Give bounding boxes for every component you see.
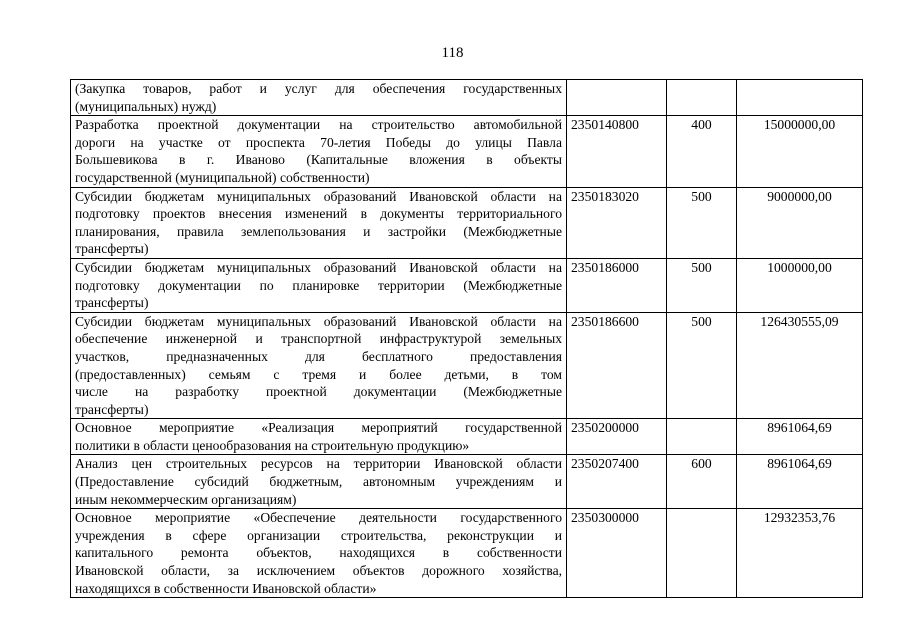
amount-cell: 8961064,69 xyxy=(737,455,863,509)
page-number: 118 xyxy=(441,45,464,61)
expense-type-cell: 400 xyxy=(667,116,737,187)
expense-name-line: капитального ремонта объектов, находящихся в собственности xyxy=(75,545,562,561)
expense-name-line: трансферты) xyxy=(75,295,149,311)
expense-name-line: Субсидии бюджетам муниципальных образований Ивановской области на xyxy=(75,313,562,329)
target-code-cell: 2350140800 xyxy=(567,116,667,187)
amount-cell: 1000000,00 xyxy=(737,258,863,312)
target-code-cell: 2350186600 xyxy=(567,312,667,419)
expense-name-line: числе на разработку проектной документации (Межбюджетные xyxy=(75,384,562,400)
expense-name-line: Большевикова в г. Иваново (Капитальные вложения в объекты xyxy=(75,152,562,168)
table-row xyxy=(71,187,863,258)
table-row xyxy=(71,80,863,116)
expense-name-line: Анализ цен строительных ресурсов на территории Ивановской области xyxy=(75,456,562,472)
budget-table xyxy=(70,79,863,598)
expense-name-line: планирования, правила землепользования и застройки (Межбюджетные xyxy=(75,223,562,239)
expense-type-cell: 500 xyxy=(667,312,737,419)
expense-type-cell: 600 xyxy=(667,455,737,509)
expense-name-cell xyxy=(71,419,567,455)
expense-name-cell xyxy=(71,258,567,312)
table-row xyxy=(71,116,863,187)
expense-name-line: трансферты) xyxy=(75,241,149,257)
expense-type-cell: 500 xyxy=(667,187,737,258)
expense-type-cell xyxy=(667,80,737,116)
expense-name-line: государственной (муниципальной) собственности) xyxy=(75,169,370,185)
expense-name-line: трансферты) xyxy=(75,401,149,417)
expense-name-cell xyxy=(71,312,567,419)
expense-name-line: Субсидии бюджетам муниципальных образований Ивановской области на xyxy=(75,188,562,204)
target-code-cell xyxy=(567,80,667,116)
amount-cell: 15000000,00 xyxy=(737,116,863,187)
table-row xyxy=(71,312,863,419)
amount-cell xyxy=(737,80,863,116)
target-code-cell: 2350200000 xyxy=(567,419,667,455)
expense-type-cell: 500 xyxy=(667,258,737,312)
target-code-cell: 2350183020 xyxy=(567,187,667,258)
expense-name-line: (Предоставление субсидий бюджетным, автономным учреждениям и xyxy=(75,474,562,490)
expense-name-line: обеспечение инженерной и транспортной инфраструктурой земельных xyxy=(75,331,562,347)
expense-name-line: (предоставленных) семьям с тремя и более детьми, в том xyxy=(75,366,562,382)
expense-name-line: участков, предназначенных для бесплатного предоставления xyxy=(75,348,562,364)
expense-name-line: Ивановской области, за исключением объектов дорожного хозяйства, xyxy=(75,563,562,579)
expense-name-line: Основное мероприятие «Реализация мероприятий государственной xyxy=(75,420,562,436)
expense-name-line: подготовку документации по планировке территории (Межбюджетные xyxy=(75,277,562,293)
budget-table-body xyxy=(71,80,863,598)
expense-type-cell xyxy=(667,509,737,598)
expense-name-line: Разработка проектной документации на строительство автомобильной xyxy=(75,117,562,133)
expense-name-line: учреждения в сфере организации строительства, реконструкции и xyxy=(75,527,562,543)
expense-type-cell xyxy=(667,419,737,455)
target-code-cell: 2350300000 xyxy=(567,509,667,598)
expense-name-line: политики в области ценообразования на строительную продукцию» xyxy=(75,437,470,453)
expense-name-cell xyxy=(71,116,567,187)
target-code-cell: 2350186000 xyxy=(567,258,667,312)
expense-name-cell xyxy=(71,187,567,258)
expense-name-cell xyxy=(71,509,567,598)
expense-name-line: находящихся в собственности Ивановской области» xyxy=(75,580,377,596)
table-row xyxy=(71,509,863,598)
expense-name-cell xyxy=(71,80,567,116)
amount-cell: 8961064,69 xyxy=(737,419,863,455)
expense-name-line: дороги на участке от проспекта 70-летия Победы до улицы Павла xyxy=(75,134,562,150)
table-row xyxy=(71,419,863,455)
amount-cell: 126430555,09 xyxy=(737,312,863,419)
amount-cell: 12932353,76 xyxy=(737,509,863,598)
table-row xyxy=(71,258,863,312)
table-row xyxy=(71,455,863,509)
expense-name-line: подготовку проектов внесения изменений в документы территориального xyxy=(75,206,562,222)
amount-cell: 9000000,00 xyxy=(737,187,863,258)
target-code-cell: 2350207400 xyxy=(567,455,667,509)
expense-name-line: (Закупка товаров, работ и услуг для обеспечения государственных xyxy=(75,81,562,96)
expense-name-line: Основное мероприятие «Обеспечение деятельности государственного xyxy=(75,510,562,526)
expense-name-line: Субсидии бюджетам муниципальных образований Ивановской области на xyxy=(75,259,562,275)
expense-name-line: (муниципальных) нужд) xyxy=(75,98,217,114)
expense-name-cell xyxy=(71,455,567,509)
expense-name-line: иным некоммерческим организациям) xyxy=(75,491,297,507)
